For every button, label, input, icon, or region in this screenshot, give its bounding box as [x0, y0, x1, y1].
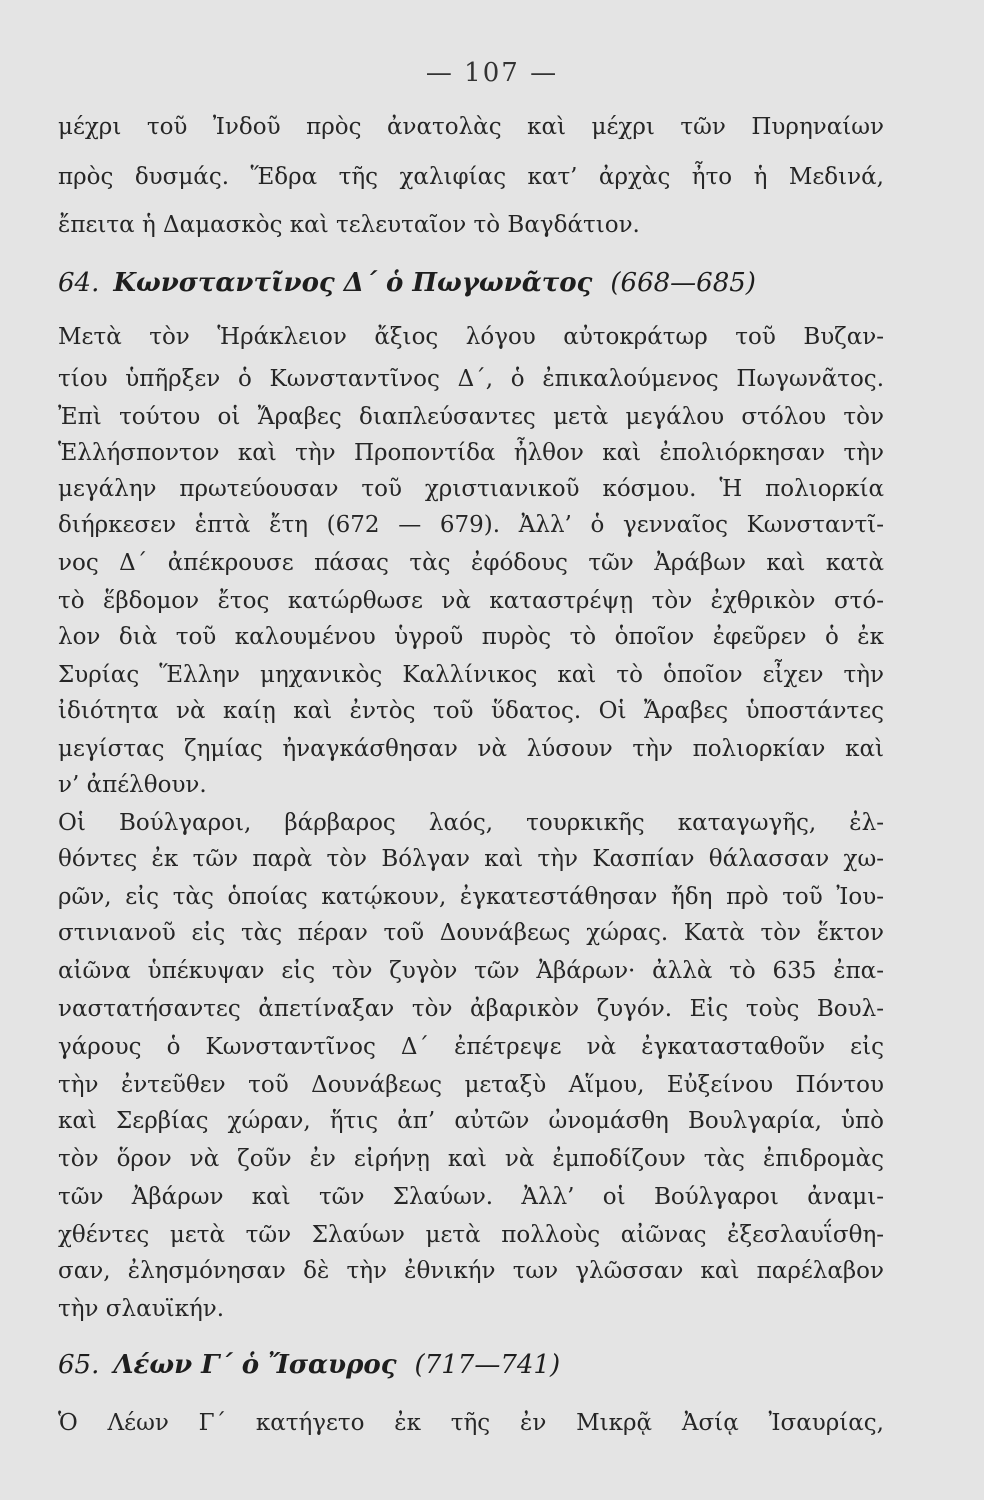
text-line: αἰῶνα ὑπέκυψαν εἰς τὸν ζυγὸν τῶν Ἀβάρων· ἀλλὰ τὸ 635 ἐπα-: [58, 958, 884, 984]
text-line: τὴν ἐντεῦθεν τοῦ Δουνάβεως μεταξὺ Αἵμου, Εὐξείνου Πόντου: [58, 1072, 884, 1098]
text-line: ρῶν, εἰς τὰς ὁποίας κατῴκουν, ἐγκατεστάθησαν ἤδη πρὸ τοῦ Ἰου-: [58, 884, 884, 910]
text-line: χθέντες μετὰ τῶν Σλαύων μετὰ πολλοὺς αἰῶνας ἐξεσλαυΐσθη-: [58, 1222, 884, 1248]
text-line: διήρκεσεν ἑπτὰ ἔτη (672 — 679). Ἀλλ’ ὁ γενναῖος Κωνσταντῖ-: [58, 512, 884, 538]
text-line: τῶν Ἀβάρων καὶ τῶν Σλαύων. Ἀλλ’ οἱ Βούλγαροι ἀναμι-: [58, 1184, 884, 1210]
text-line: Ὁ Λέων Γ΄ κατήγετο ἐκ τῆς ἐν Μικρᾷ Ἀσίᾳ Ἰσαυρίας,: [58, 1410, 884, 1436]
text-line: τὸν ὅρον νὰ ζοῦν ἐν εἰρήνῃ καὶ νὰ ἐμποδίζουν τὰς ἐπιδρομὰς: [58, 1146, 884, 1172]
section-number: 64.: [58, 268, 100, 298]
text-line: μεγάλην πρωτεύουσαν τοῦ χριστιανικοῦ κόσμου. Ἡ πολιορκία: [58, 476, 884, 502]
text-line: τὴν σλαυϊκήν.: [58, 1296, 225, 1322]
text-line: τὸ ἕβδομον ἔτος κατώρθωσε νὰ καταστρέψῃ τὸν ἐχθρικὸν στό-: [58, 588, 884, 614]
text-line: πρὸς δυσμάς. Ἕδρα τῆς χαλιφίας κατ’ ἀρχὰς ἦτο ἡ Μεδινά,: [58, 164, 884, 190]
text-line: τίου ὑπῆρξεν ὁ Κωνσταντῖνος Δ΄, ὁ ἐπικαλούμενος Πωγωνᾶτος.: [58, 366, 884, 392]
text-line: καὶ Σερβίας χώραν, ἥτις ἀπ’ αὐτῶν ὠνομάσθη Βουλγαρία, ὑπὸ: [58, 1108, 884, 1134]
text-line: Μετὰ τὸν Ἡράκλειον ἄξιος λόγου αὐτοκράτωρ τοῦ Βυζαν-: [58, 324, 884, 350]
text-line: μέχρι τοῦ Ἰνδοῦ πρὸς ἀνατολὰς καὶ μέχρι τῶν Πυρηναίων: [58, 114, 884, 140]
text-line: Ἐπὶ τούτου οἱ Ἄραβες διαπλεύσαντες μετὰ μεγάλου στόλου τὸν: [58, 404, 884, 430]
section-title: Λέων Γ΄ ὁ Ἴσαυρος: [113, 1350, 397, 1380]
text-line: στινιανοῦ εἰς τὰς πέραν τοῦ Δουνάβεως χώρας. Κατὰ τὸν ἕκτον: [58, 920, 884, 946]
section-years: (668—685): [610, 268, 756, 298]
text-line: γάρους ὁ Κωνσταντῖνος Δ΄ ἐπέτρεψε νὰ ἐγκατασταθοῦν εἰς: [58, 1034, 884, 1060]
text-line: ἔπειτα ἡ Δαμασκὸς καὶ τελευταῖον τὸ Βαγδάτιον.: [58, 212, 640, 238]
text-line: ναστατήσαντες ἀπετίναξαν τὸν ἀβαρικὸν ζυγόν. Εἰς τοὺς Βουλ-: [58, 996, 884, 1022]
text-line: Οἱ Βούλγαροι, βάρβαρος λαός, τουρκικῆς καταγωγῆς, ἐλ-: [58, 810, 884, 836]
text-line: ἰδιότητα νὰ καίῃ καὶ ἐντὸς τοῦ ὕδατος. Οἱ Ἄραβες ὑποστάντες: [58, 698, 884, 724]
text-line: νος Δ΄ ἀπέκρουσε πάσας τὰς ἐφόδους τῶν Ἀράβων καὶ κατὰ: [58, 550, 884, 576]
text-line: θόντες ἐκ τῶν παρὰ τὸν Βόλγαν καὶ τὴν Κασπίαν θάλασσαν χω-: [58, 846, 884, 872]
section-heading-65: [58, 1350, 884, 1380]
text-line: μεγίστας ζημίας ἠναγκάσθησαν νὰ λύσουν τὴν πολιορκίαν καὶ: [58, 736, 884, 762]
text-line: λον διὰ τοῦ καλουμένου ὑγροῦ πυρὸς τὸ ὁποῖον ἐφεῦρεν ὁ ἐκ: [58, 624, 884, 650]
section-number: 65.: [58, 1350, 100, 1380]
text-line: Συρίας Ἕλλην μηχανικὸς Καλλίνικος καὶ τὸ ὁποῖον εἶχεν τὴν: [58, 662, 884, 688]
page-number: — 107 —: [425, 58, 559, 88]
section-years: (717—741): [414, 1350, 561, 1380]
text-line: ν’ ἀπέλθουν.: [58, 772, 207, 798]
text-line: Ἑλλήσποντον καὶ τὴν Προποντίδα ἦλθον καὶ ἐπολιόρκησαν τὴν: [58, 440, 884, 466]
section-heading-64: [58, 268, 884, 298]
section-title: Κωνσταντῖνος Δ΄ ὁ Πωγωνᾶτος: [113, 268, 593, 298]
text-line: σαν, ἐλησμόνησαν δὲ τὴν ἐθνικήν των γλῶσσαν καὶ παρέλαβον: [58, 1258, 884, 1284]
